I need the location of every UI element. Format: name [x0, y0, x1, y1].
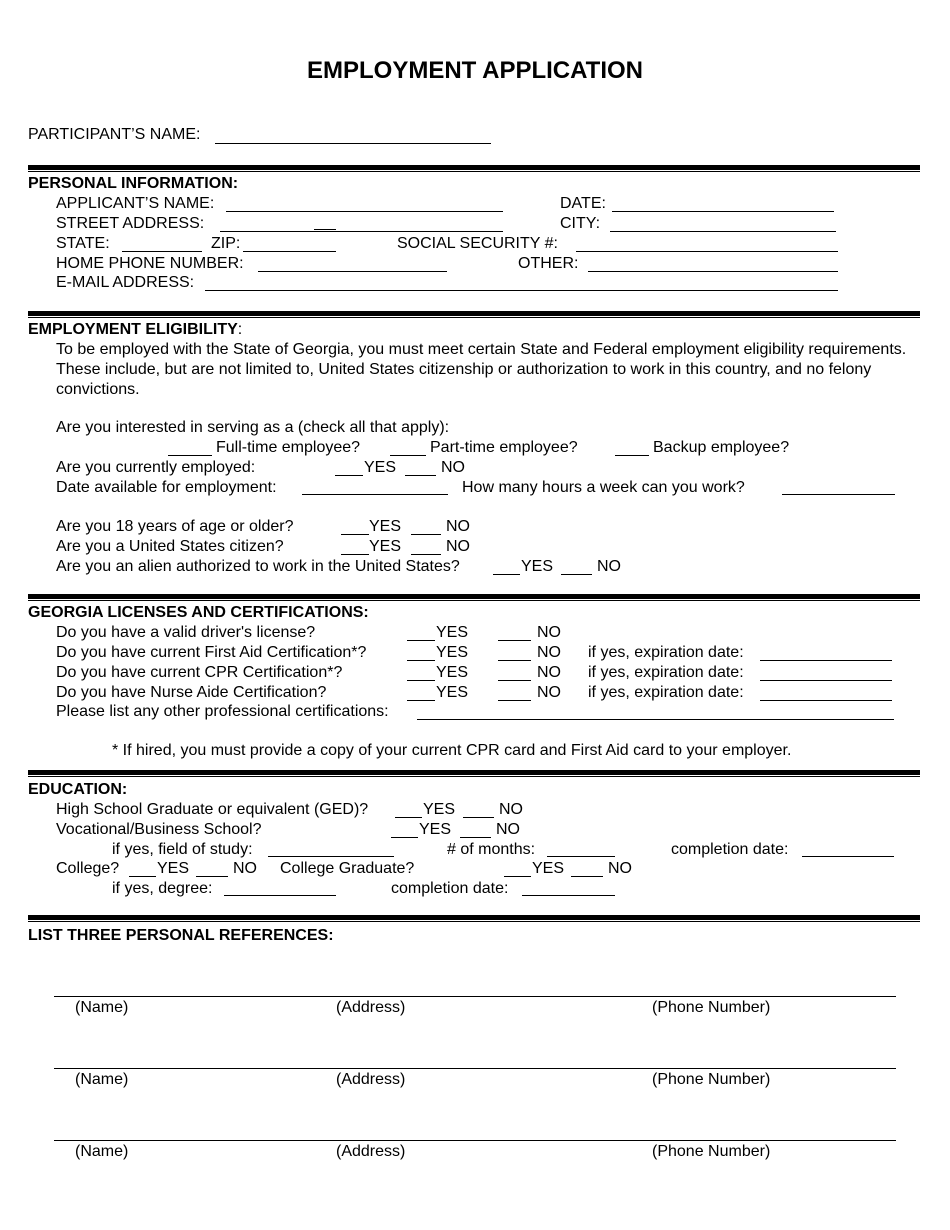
street-address-label: STREET ADDRESS: [56, 215, 205, 232]
reference-1-name-label: (Name) [75, 999, 129, 1016]
degree-field[interactable] [224, 895, 336, 896]
parttime-checkbox[interactable] [390, 455, 426, 456]
state-field[interactable] [122, 251, 202, 252]
date-available-field[interactable] [302, 494, 448, 495]
cpr-yes-label: YES [436, 664, 469, 681]
nurse-yes-field[interactable] [407, 700, 435, 701]
age18-question: Are you 18 years of age or older? [56, 518, 294, 535]
citizen-yes-label: YES [369, 538, 402, 555]
alien-yes-field[interactable] [493, 574, 520, 575]
vocational-yes-field[interactable] [391, 837, 418, 838]
graduate-no-label: NO [608, 860, 632, 877]
city-label: CITY: [560, 215, 601, 232]
references-heading: LIST THREE PERSONAL REFERENCES: [28, 927, 334, 944]
cpr-expiration-field[interactable] [760, 680, 892, 681]
section-divider-thin [28, 600, 920, 601]
date-field[interactable] [612, 211, 834, 212]
cpr-yes-field[interactable] [407, 680, 435, 681]
reference-2-phone-label: (Phone Number) [652, 1071, 771, 1088]
state-label: STATE: [56, 235, 110, 252]
personal-info-heading: PERSONAL INFORMATION: [28, 175, 239, 192]
nurse-no-label: NO [537, 684, 561, 701]
zip-field[interactable] [243, 251, 336, 252]
firstaid-no-label: NO [537, 644, 561, 661]
firstaid-no-field[interactable] [498, 660, 531, 661]
city-field[interactable] [610, 231, 836, 232]
backup-checkbox[interactable] [615, 455, 649, 456]
months-field[interactable] [547, 856, 615, 857]
driver-yes-field[interactable] [407, 640, 435, 641]
driver-no-label: NO [537, 624, 561, 641]
firstaid-expiration-label: if yes, expiration date: [588, 644, 744, 661]
street-address-field-mark [314, 229, 336, 230]
nurse-no-field[interactable] [498, 700, 531, 701]
college-no-label: NO [233, 860, 257, 877]
fulltime-checkbox[interactable] [168, 455, 212, 456]
ssn-label: SOCIAL SECURITY #: [397, 235, 558, 252]
vocational-no-label: NO [496, 821, 520, 838]
participant-name-field[interactable] [215, 143, 491, 144]
alien-question: Are you an alien authorized to work in the United States? [56, 558, 460, 575]
nurse-expiration-field[interactable] [760, 700, 892, 701]
reference-3-name-label: (Name) [75, 1143, 129, 1160]
nurse-question: Do you have Nurse Aide Certification? [56, 684, 327, 701]
reference-3-phone-label: (Phone Number) [652, 1143, 771, 1160]
date-available-label: Date available for employment: [56, 479, 277, 496]
highschool-no-label: NO [499, 801, 523, 818]
section-divider [28, 770, 920, 775]
college-completion-field[interactable] [522, 895, 615, 896]
email-field[interactable] [205, 290, 838, 291]
licenses-heading: GEORGIA LICENSES AND CERTIFICATIONS: [28, 604, 369, 621]
graduate-yes-label: YES [532, 860, 565, 877]
field-of-study-label: if yes, field of study: [112, 841, 253, 858]
alien-yes-label: YES [521, 558, 554, 575]
age18-no-label: NO [446, 518, 470, 535]
hours-question: How many hours a week can you work? [462, 479, 745, 496]
education-heading: EDUCATION: [28, 781, 128, 798]
citizen-no-field[interactable] [411, 554, 441, 555]
section-divider [28, 594, 920, 599]
applicant-name-label: APPLICANT’S NAME: [56, 195, 215, 212]
eligibility-paragraph: To be employed with the State of Georgia, you must meet certain State and Federal employment eligibility requirements. These include, but are not limited to, United States citizenship or authorization to work in this country, and no felony convictions. [56, 341, 907, 398]
college-yes-label: YES [157, 860, 190, 877]
section-divider [28, 915, 920, 920]
other-certifications-field[interactable] [417, 719, 894, 720]
employed-no-label: NO [441, 459, 465, 476]
cpr-no-field[interactable] [498, 680, 531, 681]
reference-3-line[interactable] [54, 1140, 896, 1141]
cpr-question: Do you have current CPR Certification*? [56, 664, 343, 681]
degree-label: if yes, degree: [112, 880, 213, 897]
hours-field[interactable] [782, 494, 895, 495]
nurse-yes-label: YES [436, 684, 469, 701]
firstaid-expiration-field[interactable] [760, 660, 892, 661]
parttime-label: Part-time employee? [430, 439, 578, 456]
participant-name-label: PARTICIPANT’S NAME: [28, 126, 201, 143]
highschool-yes-field[interactable] [395, 817, 422, 818]
vocational-completion-field[interactable] [802, 856, 894, 857]
college-yes-field[interactable] [129, 876, 156, 877]
email-label: E-MAIL ADDRESS: [56, 274, 195, 291]
section-divider [28, 311, 920, 316]
fulltime-label: Full-time employee? [216, 439, 361, 456]
age18-yes-label: YES [369, 518, 402, 535]
alien-no-label: NO [597, 558, 621, 575]
other-certifications-label: Please list any other professional certifications: [56, 703, 389, 720]
alien-no-field[interactable] [561, 574, 592, 575]
highschool-no-field[interactable] [463, 817, 494, 818]
firstaid-yes-field[interactable] [407, 660, 435, 661]
college-no-field[interactable] [196, 876, 228, 877]
reference-2-line[interactable] [54, 1068, 896, 1069]
reference-3-address-label: (Address) [336, 1143, 406, 1160]
citizen-yes-field[interactable] [341, 554, 369, 555]
vocational-yes-label: YES [419, 821, 452, 838]
home-phone-label: HOME PHONE NUMBER: [56, 255, 244, 272]
graduate-no-field[interactable] [571, 876, 603, 877]
reference-1-address-label: (Address) [336, 999, 406, 1016]
zip-label: ZIP: [211, 235, 241, 252]
section-divider-thin [28, 921, 920, 922]
applicant-name-field[interactable] [226, 211, 503, 212]
eligibility-heading-text: EMPLOYMENT ELIGIBILITY [28, 321, 238, 338]
employed-no-field[interactable] [405, 475, 436, 476]
driver-question: Do you have a valid driver's license? [56, 624, 316, 641]
firstaid-question: Do you have current First Aid Certification*? [56, 644, 367, 661]
college-graduate-question: College Graduate? [280, 860, 415, 877]
reference-1-line[interactable] [54, 996, 896, 997]
employed-yes-label: YES [364, 459, 397, 476]
reference-2-address-label: (Address) [336, 1071, 406, 1088]
section-divider-thin [28, 171, 920, 172]
section-divider-thin [28, 317, 920, 318]
reference-1-phone-label: (Phone Number) [652, 999, 771, 1016]
certification-note: * If hired, you must provide a copy of your current CPR card and First Aid card to your employer. [112, 742, 792, 759]
section-divider-thin [28, 776, 920, 777]
driver-no-field[interactable] [498, 640, 531, 641]
age18-no-field[interactable] [411, 534, 441, 535]
vocational-question: Vocational/Business School? [56, 821, 262, 838]
date-label: DATE: [560, 195, 606, 212]
graduate-yes-field[interactable] [504, 876, 531, 877]
employed-yes-field[interactable] [335, 475, 363, 476]
driver-yes-label: YES [436, 624, 469, 641]
other-label: OTHER: [518, 255, 579, 272]
college-completion-label: completion date: [391, 880, 509, 897]
home-phone-field[interactable] [258, 271, 447, 272]
vocational-no-field[interactable] [460, 837, 491, 838]
interested-question: Are you interested in serving as a (check all that apply): [56, 419, 450, 436]
other-field[interactable] [588, 271, 838, 272]
highschool-question: High School Graduate or equivalent (GED)? [56, 801, 369, 818]
nurse-expiration-label: if yes, expiration date: [588, 684, 744, 701]
cpr-no-label: NO [537, 664, 561, 681]
college-question: College? [56, 860, 120, 877]
highschool-yes-label: YES [423, 801, 456, 818]
months-label: # of months: [447, 841, 536, 858]
eligibility-heading [28, 320, 242, 339]
backup-label: Backup employee? [653, 439, 790, 456]
firstaid-yes-label: YES [436, 644, 469, 661]
vocational-completion-label: completion date: [671, 841, 789, 858]
citizen-no-label: NO [446, 538, 470, 555]
street-address-field[interactable] [220, 231, 503, 232]
page-title: EMPLOYMENT APPLICATION [307, 57, 643, 84]
ssn-field[interactable] [576, 251, 838, 252]
section-divider [28, 165, 920, 170]
eligibility-heading-colon: : [237, 321, 243, 338]
citizen-question: Are you a United States citizen? [56, 538, 284, 555]
cpr-expiration-label: if yes, expiration date: [588, 664, 744, 681]
college-separator [268, 856, 394, 857]
age18-yes-field[interactable] [341, 534, 369, 535]
currently-employed-question: Are you currently employed: [56, 459, 256, 476]
reference-2-name-label: (Name) [75, 1071, 129, 1088]
